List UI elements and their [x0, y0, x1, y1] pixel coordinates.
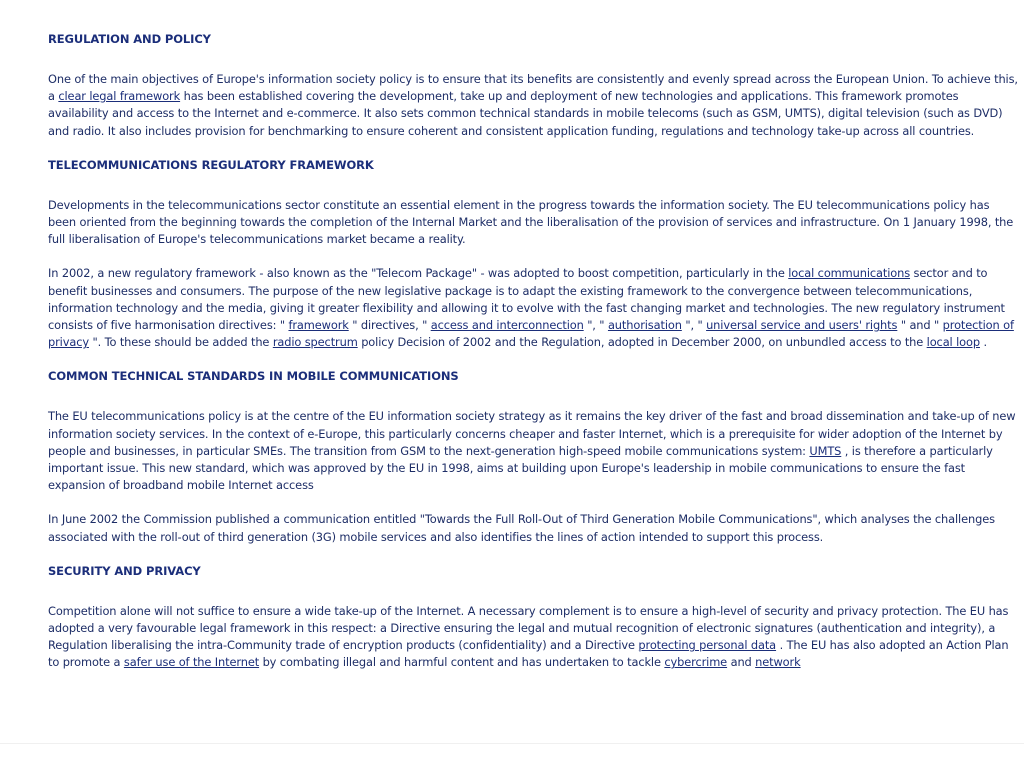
text-run: by combating illegal and harmful content and has undertaken to tackle — [259, 655, 665, 670]
bottom-fade — [0, 742, 1024, 768]
text-run: In 2002, a new regulatory framework - also known as the "Telecom Package" - was adopted to boost competition, particularly in the — [48, 266, 789, 281]
link-radio-spectrum[interactable]: radio spectrum — [272, 335, 358, 350]
link-access-interconnection[interactable]: access and interconnection — [430, 318, 584, 333]
text-run: policy Decision of 2002 and the Regulation, adopted in December 2000, on unbundled access to the — [357, 335, 927, 350]
text-run: " directives, " — [348, 318, 431, 333]
link-safer-internet[interactable]: safer use of the Internet — [123, 655, 260, 670]
section-heading-regulation-policy: REGULATION AND POLICY — [48, 32, 211, 46]
text-run: In June 2002 the Commission published a communication entitled "Towards the Full Roll-Out of Third Generation Mobile Communications", which analyses the challenges associated with the roll-out of third generation (3G) mobile services and also identifies the lines of action intended to support this process. — [48, 512, 995, 544]
paragraph-security-privacy — [48, 603, 1018, 672]
section-heading-telecom-framework: TELECOMMUNICATIONS REGULATORY FRAMEWORK — [48, 157, 374, 172]
text-run: . — [979, 335, 987, 350]
section-heading-mobile-standards: COMMON TECHNICAL STANDARDS IN MOBILE COMMUNICATIONS — [48, 369, 459, 384]
link-umts[interactable]: UMTS — [809, 443, 842, 458]
bottom-divider — [0, 743, 1024, 744]
text-run: sector and to benefit businesses and consumers. The purpose of the new legislative package is to adapt the existing framework to the convergence between telecommunications, information technology and the media, giving it greater flexibility and allowing it to evolve with the fast changing market and technologies. The new regulatory instrument consists of five harmonisation directives: " — [48, 266, 1005, 333]
link-framework[interactable]: framework — [288, 318, 349, 333]
link-local-loop[interactable]: local loop — [926, 335, 980, 350]
link-authorisation[interactable]: authorisation — [607, 318, 682, 333]
link-local-communications[interactable]: local communications — [788, 266, 911, 281]
text-run: . The EU has also adopted an Action Plan to promote a — [48, 638, 1009, 670]
text-run: ", " — [583, 318, 608, 333]
paragraph-mobile-policy — [48, 408, 1018, 494]
document-content — [48, 31, 1018, 672]
paragraph-regulation-policy — [48, 71, 1018, 140]
link-universal-service[interactable]: universal service and users' rights — [706, 318, 898, 333]
text-run: , is therefore a particularly important issue. This new standard, which was approved by the EU in 1998, aims at building upon Europe's leadership in mobile communications to ensure the fast expansion of broadband mobile Internet access — [48, 443, 993, 493]
text-run: The EU telecommunications policy is at the centre of the EU information society strategy as it remains the key driver of the fast and broad dissemination and take-up of new information society services. In the context of e-Europe, this particularly concerns cheaper and faster Internet, which is a prerequisite for wider adoption of the Internet by people and businesses, in particular SMEs. The transition from GSM to the next-generation high-speed mobile communications system: — [48, 409, 1016, 458]
link-protection-privacy[interactable]: protection of privacy — [48, 318, 1014, 350]
link-cybercrime[interactable]: cybercrime — [664, 655, 728, 670]
text-run: Competition alone will not suffice to ensure a wide take-up of the Internet. A necessary complement is to ensure a high-level of security and privacy protection. The EU has adopted a very favourable legal framework in this respect: a Directive ensuring the legal and mutual recognition of electronic signatures (authentication and integrity), a Regulation liberalising the intra-Community trade of encryption products (confidentiality) and a Directive — [48, 603, 1009, 653]
paragraph-3g-communication — [48, 511, 1018, 545]
link-clear-legal-framework[interactable]: clear legal framework — [58, 89, 181, 104]
section-heading-security-privacy: SECURITY AND PRIVACY — [48, 563, 201, 578]
text-run: One of the main objectives of Europe's information society policy is to ensure that its benefits are consistently and evenly spread across the European Union. To achieve this, a — [48, 72, 1018, 104]
paragraph-telecom-package — [48, 265, 1018, 351]
text-run: and — [727, 655, 756, 670]
text-run: ", " — [681, 318, 707, 333]
text-run: ". To these should be added the — [88, 335, 273, 350]
text-run: Developments in the telecommunications sector constitute an essential element in the progress towards the information society. The EU telecommunications policy has been oriented from the beginning towards the completion of the Internal Market and the liberalisation of the provision of services and infrastructure. On 1 January 1998, the full liberalisation of Europe's telecommunications market became a reality. — [48, 197, 1014, 247]
link-network[interactable]: network — [755, 655, 801, 670]
text-run: has been established covering the development, take up and deployment of new technologies and applications. This framework promotes availability and access to the Internet and e-commerce. It also sets common technical standards in mobile telecoms (such as GSM, UMTS), digital television (such as DVD) and radio. It also includes provision for benchmarking to ensure coherent and consistent application funding, regulations and technology take-up across all countries. — [48, 89, 1003, 138]
link-protecting-personal-data[interactable]: protecting personal data — [638, 638, 777, 653]
text-run: " and " — [897, 318, 943, 333]
paragraph-telecom-developments — [48, 197, 1018, 249]
